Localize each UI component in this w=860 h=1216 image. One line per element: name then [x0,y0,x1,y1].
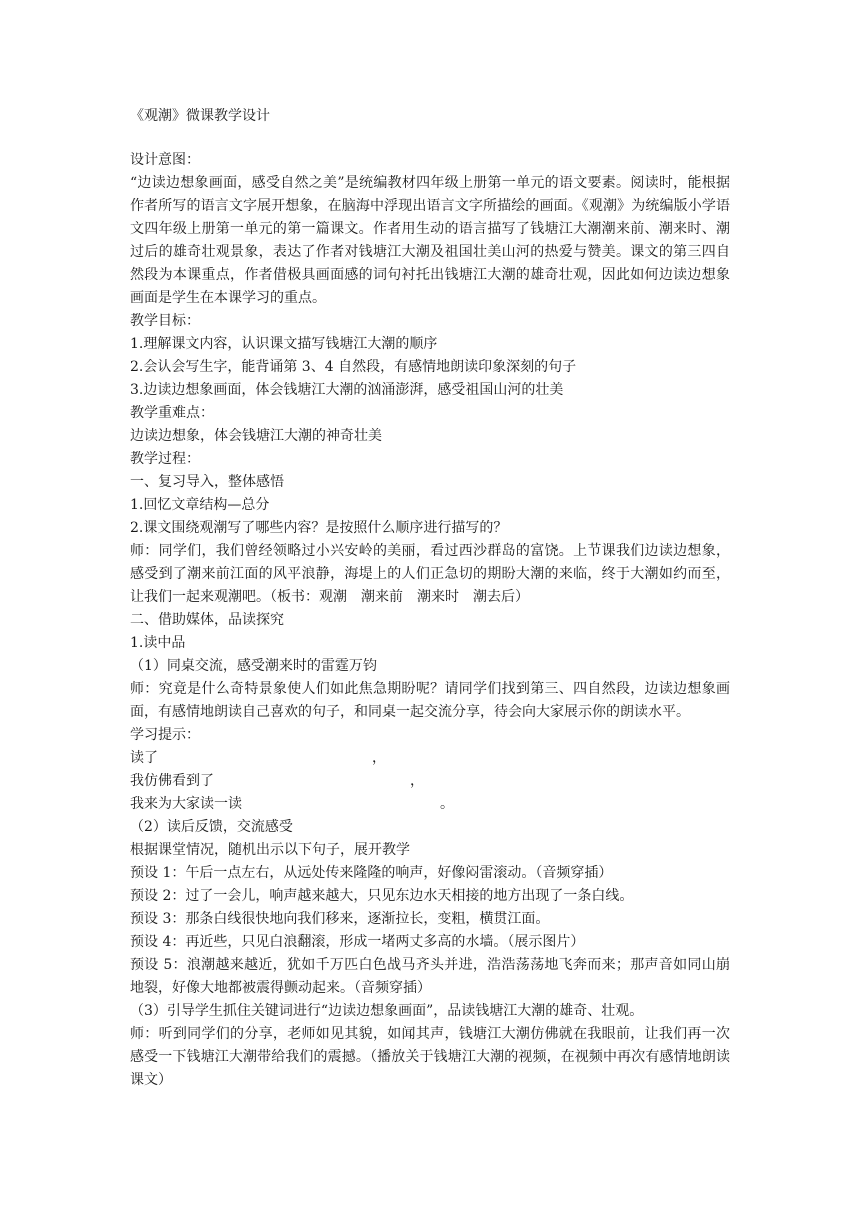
goal-item: 2.会认会写生字，能背诵第 3、4 自然段，有感情地朗读印象深刻的句子 [130,359,577,375]
hint-punctuation: 。 [440,796,454,812]
preset-sentence: 预设 1：午后一点左右，从远处传来隆隆的响声，好像闷雷滚动。（音频穿插） [130,865,613,881]
key-points-text: 边读边想象，体会钱塘江大潮的神奇壮美 [130,428,382,444]
section-heading: 二、借助媒体，品读探究 [130,612,284,628]
subsection-heading: （1）同桌交流，感受潮来时的雷霆万钧 [130,658,377,674]
teacher-paragraph: 师：同学们，我们曾经领略过小兴安岭的美丽，看过西沙群岛的富饶。上节课我们边读边想象，感受到了潮来前江面的风平浪静，海堤上的人们正急切的期盼大潮的来临，终于大潮如约而至，让我们一起来观潮吧。（板书：观潮 潮来前 潮来时 潮去后） [130,543,730,605]
intent-paragraph: “边读边想象画面，感受自然之美”是统编教材四年级上册第一单元的语文要素。阅读时，能根据作者所写的语言文字展开想象，在脑海中浮现出语言文字所描绘的画面。《观潮》为统编版小学语文四年级上册第一单元的第一篇课文。作者用生动的语言描写了钱塘江大潮潮来前、潮来时、潮过后的雄奇壮观景象，表达了作者对钱塘江大潮及祖国壮美山河的热爱与赞美。课文的第三四自然段为本课重点，作者借极具画面感的词句衬托出钱塘江大潮的雄奇壮观，因此如何边读边想象画面是学生在本课学习的重点。 [130,175,730,306]
hint-punctuation: ， [372,750,386,766]
preset-sentence: 预设 3：那条白线很快地向我们移来，逐渐拉长，变粗，横贯江面。 [130,911,550,927]
subsection-heading: （3）引导学生抓住关键词进行“边读边想象画面”，品读钱塘江大潮的雄奇、壮观。 [130,1003,644,1019]
document-page [130,105,730,1092]
document-title: 《观潮》微课教学设计 [130,108,270,124]
section-heading: 一、复习导入，整体感悟 [130,474,284,490]
hint-text: 我来为大家读一读 [130,796,242,812]
hint-line [130,793,730,816]
section-item: 1.读中品 [130,635,186,651]
teacher-paragraph: 师：究竟是什么奇特景象使人们如此焦急期盼呢？请同学们找到第三、四自然段，边读边想象画面，有感情地朗读自己喜欢的句子，和同桌一起交流分享，待会向大家展示你的朗读水平。 [130,681,730,720]
subsection-heading: （2）读后反馈，交流感受 [130,819,293,835]
preset-sentence: 预设 2：过了一会儿，响声越来越大，只见东边水天相接的地方出现了一条白线。 [130,888,634,904]
hint-punctuation: ， [410,773,424,789]
key-points-heading: 教学重难点： [130,405,214,421]
hint-line [130,747,730,770]
blank-line [130,127,730,149]
section-item: 1.回忆文章结构—总分 [130,497,270,513]
goal-item: 1.理解课文内容，认识课文描写钱塘江大潮的顺序 [130,336,438,352]
teacher-paragraph: 师：听到同学们的分享，老师如见其貌，如闻其声，钱塘江大潮仿佛就在我眼前，让我们再一次感受一下钱塘江大潮带给我们的震撼。（播放关于钱塘江大潮的视频，在视频中再次有感情地朗读课文） [130,1026,730,1088]
intent-heading: 设计意图： [130,152,200,168]
goals-heading: 教学目标： [130,313,200,329]
preset-sentence: 预设 5：浪潮越来越近，犹如千万匹白色战马齐头并进，浩浩荡荡地飞奔而来；那声音如同山崩地裂，好像大地都被震得颤动起来。（音频穿插） [130,957,730,996]
process-heading: 教学过程： [130,451,200,467]
instruction-text: 根据课堂情况，随机出示以下句子，展开教学 [130,842,410,858]
goal-item: 3.边读边想象画面，体会钱塘江大潮的汹涌澎湃，感受祖国山河的壮美 [130,382,564,398]
preset-sentence: 预设 4：再近些，只见白浪翻滚，形成一堵两丈多高的水墙。（展示图片） [130,934,585,950]
section-item: 2.课文围绕观潮写了哪些内容？是按照什么顺序进行描写的？ [130,520,508,536]
hint-line [130,770,730,793]
hint-heading: 学习提示： [130,727,200,743]
hint-text: 我仿佛看到了 [130,773,214,789]
hint-text: 读了 [130,750,158,766]
